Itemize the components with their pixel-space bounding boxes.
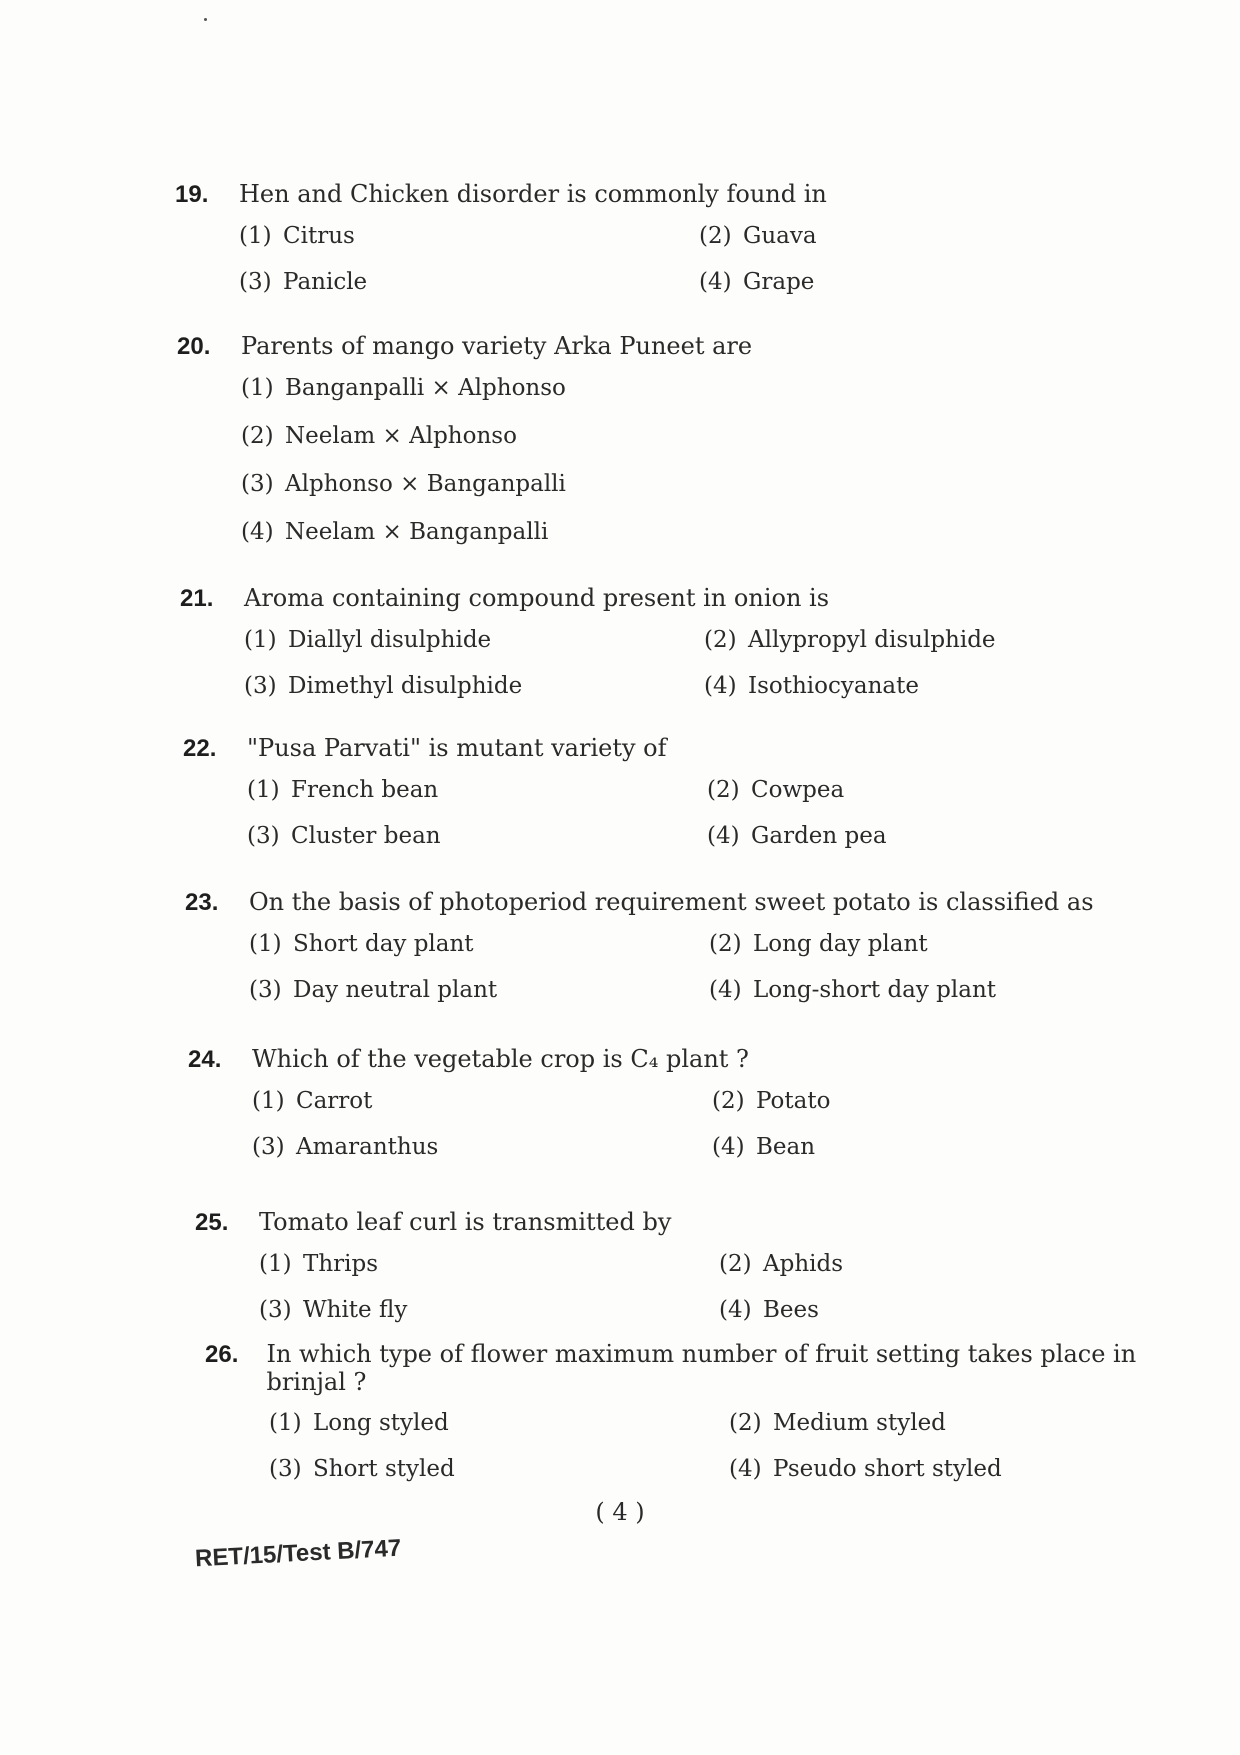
option-text: Long styled xyxy=(313,1410,449,1436)
question-21 xyxy=(180,584,1140,699)
option-number: (1) xyxy=(244,627,277,653)
option-number: (3) xyxy=(239,269,272,295)
option-number: (2) xyxy=(704,627,737,653)
question-text: Hen and Chicken disorder is commonly found in xyxy=(239,180,827,208)
question-19 xyxy=(175,180,1135,295)
question-24 xyxy=(188,1045,1148,1160)
option-text: Citrus xyxy=(283,223,355,249)
option-number: (3) xyxy=(249,977,282,1003)
option-text: Panicle xyxy=(283,269,368,295)
option xyxy=(269,1456,729,1482)
option-text: Diallyl disulphide xyxy=(288,627,492,653)
option-number: (2) xyxy=(709,931,742,957)
option-number: (4) xyxy=(707,823,740,849)
option xyxy=(241,423,1161,449)
option-text: Guava xyxy=(743,223,817,249)
option-number: (3) xyxy=(247,823,280,849)
option xyxy=(712,1088,1172,1114)
option-number: (2) xyxy=(707,777,740,803)
option-number: (2) xyxy=(719,1251,752,1277)
option-number: (2) xyxy=(699,223,732,249)
question-text: Tomato leaf curl is transmitted by xyxy=(259,1208,672,1236)
option-text: Dimethyl disulphide xyxy=(288,673,523,699)
question-text: "Pusa Parvati" is mutant variety of xyxy=(247,734,667,762)
question-text: In which type of flower maximum number of fruit setting takes place in brinjal ? xyxy=(266,1340,1137,1396)
option-text: Bean xyxy=(756,1134,816,1160)
option-number: (4) xyxy=(719,1297,752,1323)
option xyxy=(729,1456,1189,1482)
option-number: (4) xyxy=(729,1456,762,1482)
option xyxy=(259,1251,719,1277)
option-text: Long-short day plant xyxy=(753,977,997,1003)
option-number: (1) xyxy=(252,1088,285,1114)
option-number: (4) xyxy=(709,977,742,1003)
option xyxy=(249,931,709,957)
option-text: Medium styled xyxy=(773,1410,946,1436)
option xyxy=(709,931,1169,957)
option-number: (1) xyxy=(239,223,272,249)
option xyxy=(704,627,1164,653)
option-number: (1) xyxy=(241,375,274,401)
option-text: Banganpalli × Alphonso xyxy=(285,375,566,401)
option-text: Potato xyxy=(756,1088,831,1114)
option-text: Amaranthus xyxy=(296,1134,439,1160)
option-text: Alphonso × Banganpalli xyxy=(285,471,566,497)
option xyxy=(712,1134,1172,1160)
option-number: (1) xyxy=(259,1251,292,1277)
option xyxy=(241,375,1161,401)
question-23 xyxy=(185,888,1145,1003)
option-number: (4) xyxy=(241,519,274,545)
option xyxy=(704,673,1164,699)
option-text: Neelam × Banganpalli xyxy=(285,519,549,545)
option-text: French bean xyxy=(291,777,439,803)
option-text: Carrot xyxy=(296,1088,373,1114)
question-25 xyxy=(195,1208,1155,1323)
option-text: Short styled xyxy=(313,1456,455,1482)
option-text: Day neutral plant xyxy=(293,977,498,1003)
question-text: Aroma containing compound present in onion is xyxy=(244,584,830,612)
option-number: (3) xyxy=(269,1456,302,1482)
question-number: 25. xyxy=(195,1209,229,1236)
option xyxy=(719,1251,1179,1277)
option xyxy=(699,269,1159,295)
option xyxy=(699,223,1159,249)
option-number: (2) xyxy=(712,1088,745,1114)
option-number: (3) xyxy=(252,1134,285,1160)
question-number: 19. xyxy=(175,181,209,208)
scan-speck xyxy=(204,18,207,21)
option xyxy=(244,627,704,653)
question-number: 24. xyxy=(188,1046,222,1073)
question-text: On the basis of photoperiod requirement sweet potato is classified as xyxy=(249,888,1094,916)
option-text: Thrips xyxy=(303,1251,379,1277)
option xyxy=(729,1410,1189,1436)
question-number: 26. xyxy=(205,1341,239,1368)
option-number: (2) xyxy=(241,423,274,449)
option xyxy=(269,1410,729,1436)
option-text: Cowpea xyxy=(751,777,845,803)
question-number: 20. xyxy=(177,333,211,360)
question-text: Which of the vegetable crop is C₄ plant ? xyxy=(252,1045,749,1073)
option xyxy=(707,823,1167,849)
option-text: Long day plant xyxy=(753,931,928,957)
option xyxy=(709,977,1169,1003)
question-20 xyxy=(177,332,1137,545)
option-number: (4) xyxy=(704,673,737,699)
option-number: (1) xyxy=(269,1410,302,1436)
option-number: (4) xyxy=(699,269,732,295)
option-text: Bees xyxy=(763,1297,819,1323)
option xyxy=(239,223,699,249)
option-text: Aphids xyxy=(763,1251,844,1277)
question-22 xyxy=(183,734,1143,849)
option xyxy=(239,269,699,295)
option-number: (1) xyxy=(247,777,280,803)
question-number: 22. xyxy=(183,735,217,762)
option xyxy=(252,1088,712,1114)
option-text: Garden pea xyxy=(751,823,887,849)
option xyxy=(719,1297,1179,1323)
option-text: Allypropyl disulphide xyxy=(748,627,996,653)
question-26 xyxy=(205,1340,1205,1482)
option xyxy=(241,471,1161,497)
option-text: Pseudo short styled xyxy=(773,1456,1002,1482)
option-number: (4) xyxy=(712,1134,745,1160)
question-number: 23. xyxy=(185,889,219,916)
option-text: Short day plant xyxy=(293,931,474,957)
option-text: Grape xyxy=(743,269,815,295)
option-text: Cluster bean xyxy=(291,823,441,849)
option xyxy=(247,777,707,803)
option xyxy=(244,673,704,699)
option-text: Isothiocyanate xyxy=(748,673,919,699)
question-number: 21. xyxy=(180,585,214,612)
option xyxy=(249,977,709,1003)
page-number: ( 4 ) xyxy=(595,1498,645,1526)
option-number: (3) xyxy=(244,673,277,699)
option xyxy=(241,519,1161,545)
option xyxy=(252,1134,712,1160)
question-text: Parents of mango variety Arka Puneet are xyxy=(241,332,753,360)
option xyxy=(259,1297,719,1323)
option-number: (1) xyxy=(249,931,282,957)
option-text: Neelam × Alphonso xyxy=(285,423,517,449)
option-number: (2) xyxy=(729,1410,762,1436)
option-number: (3) xyxy=(241,471,274,497)
option xyxy=(247,823,707,849)
option-text: White fly xyxy=(303,1297,408,1323)
test-code: RET/15/Test B/747 xyxy=(194,1534,402,1573)
option-number: (3) xyxy=(259,1297,292,1323)
option xyxy=(707,777,1167,803)
